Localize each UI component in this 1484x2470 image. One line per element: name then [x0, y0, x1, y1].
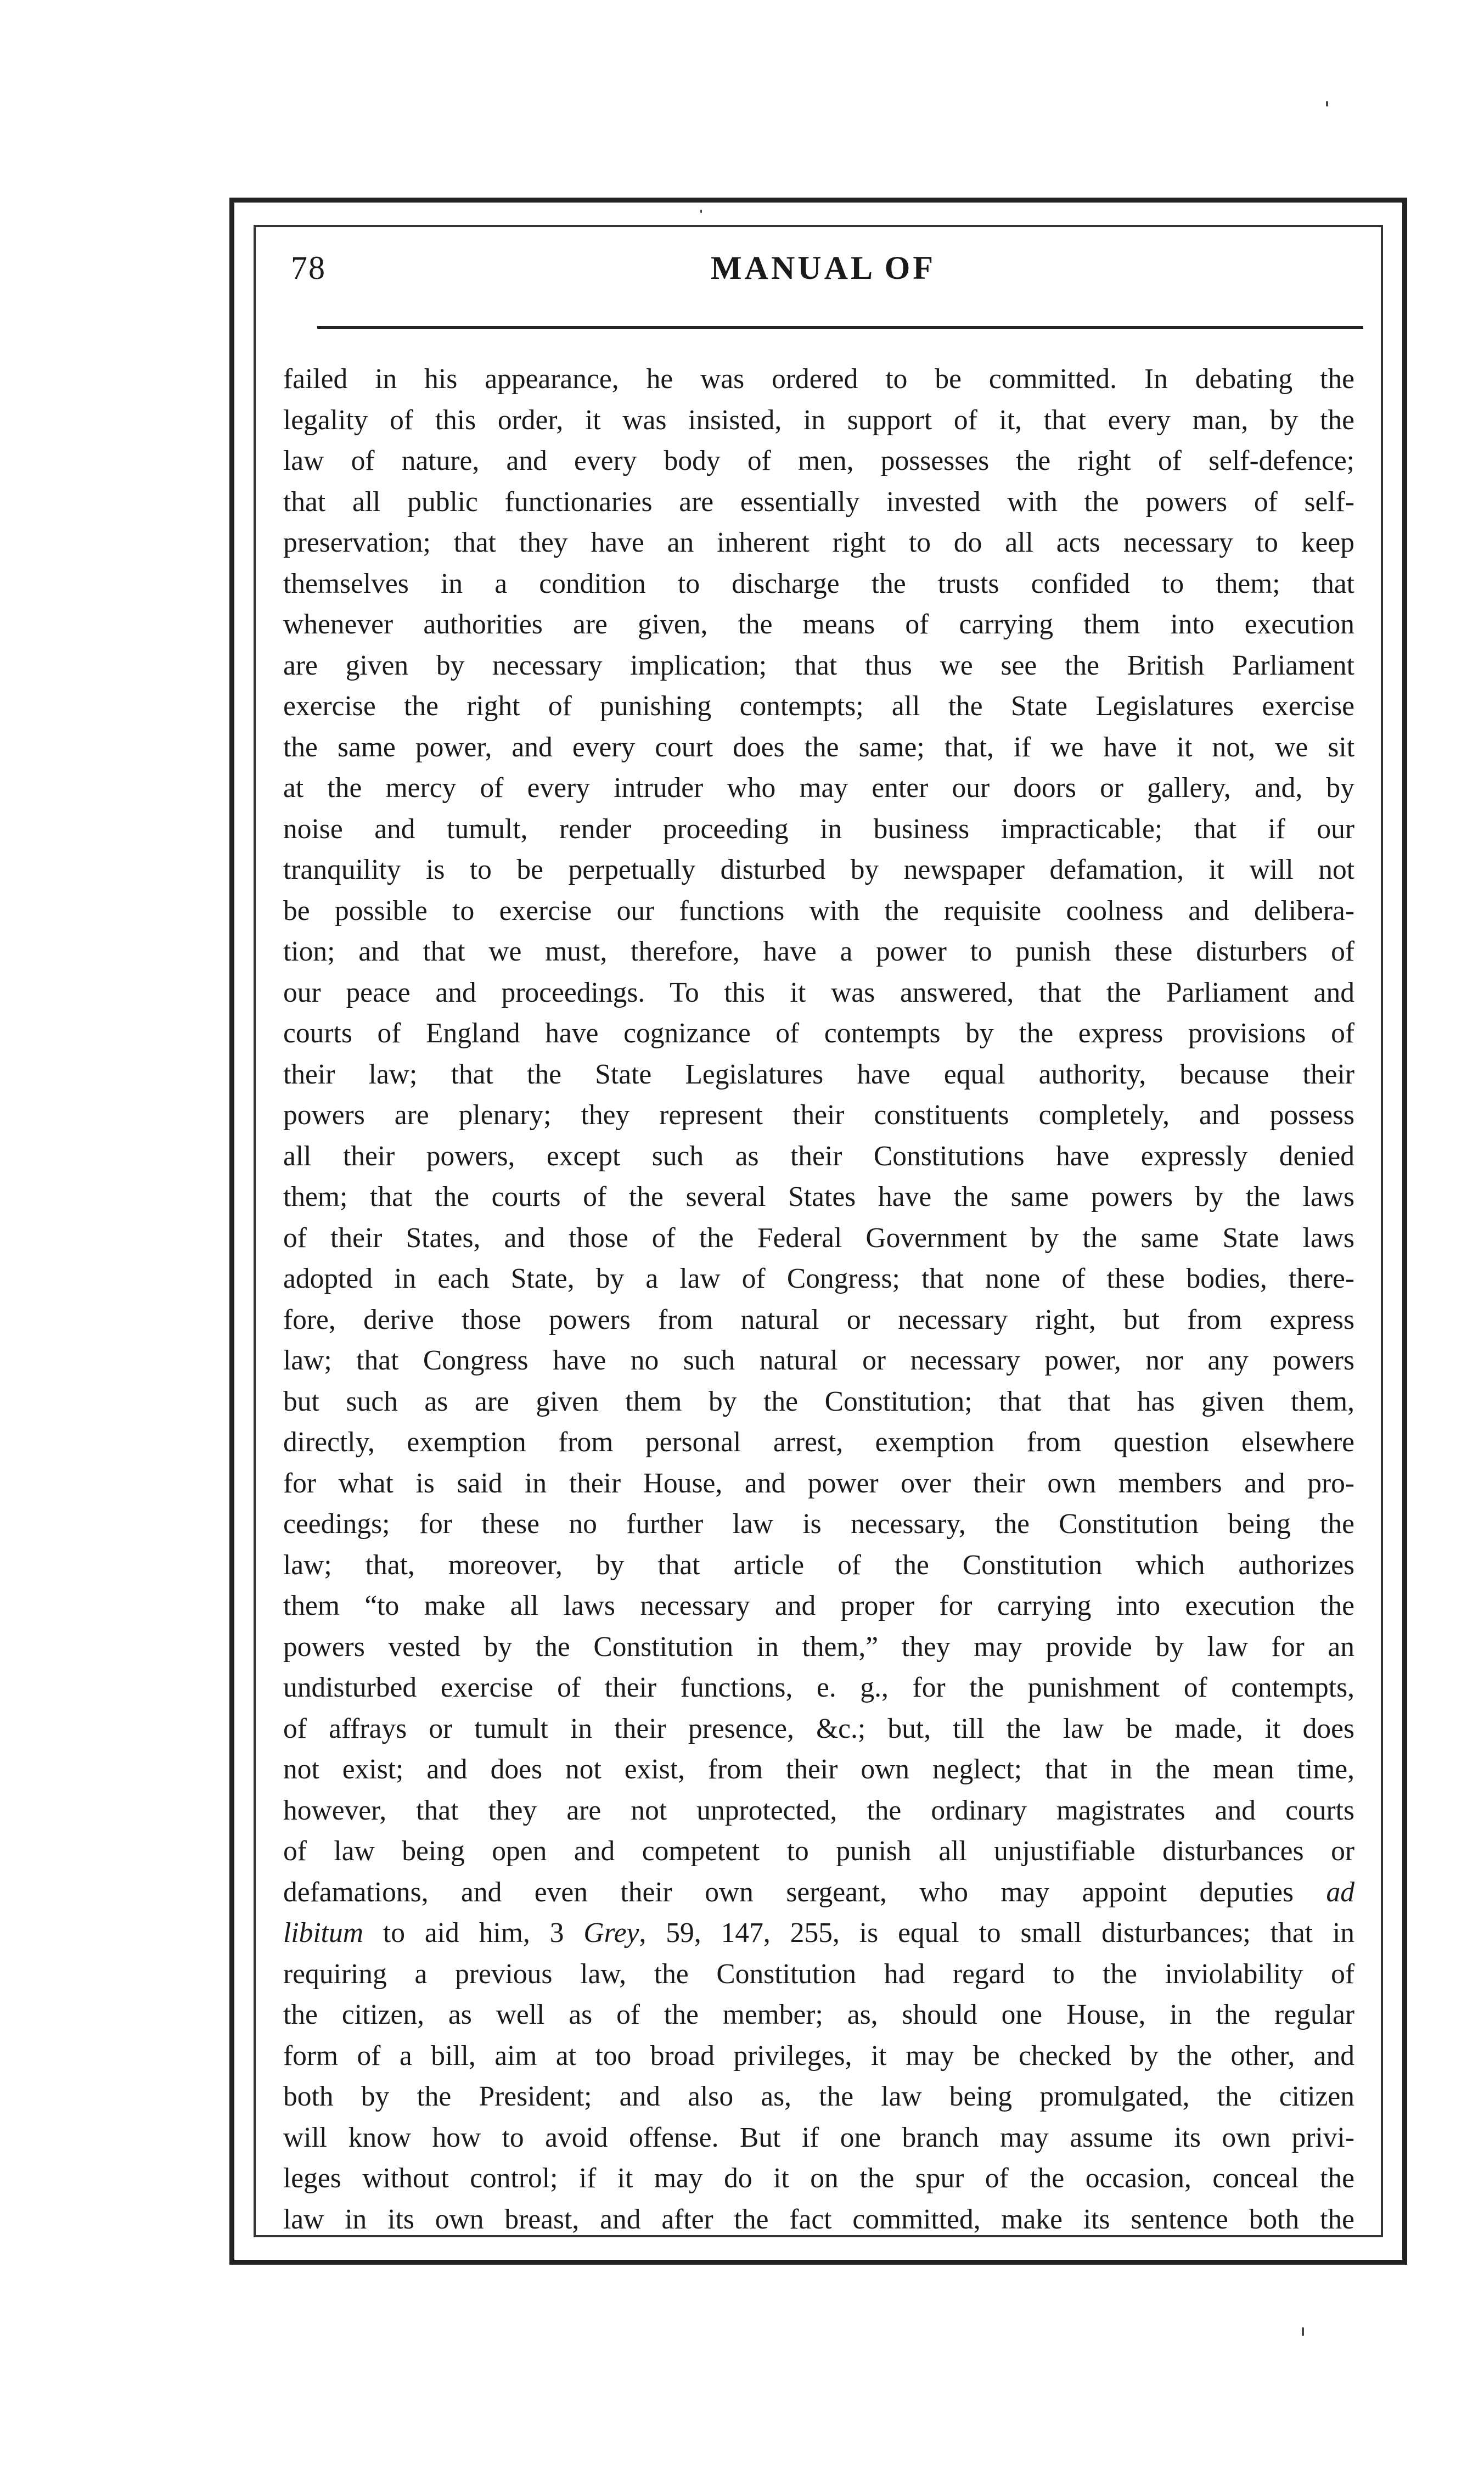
- text-line: our peace and proceedings. To this it was answered, that the Parliament and: [283, 976, 1354, 1008]
- text-line: them “to make all laws necessary and proper for carrying into execution the: [283, 1590, 1354, 1621]
- text-span: defamations, and even their own sergeant, who may appoint deputies: [283, 1876, 1294, 1908]
- text-line: legality of this order, it was insisted, in support of it, that every man, by the: [283, 404, 1354, 436]
- text-line: for what is said in their House, and power over their own members and pro-: [283, 1467, 1354, 1499]
- text-line: form of a bill, aim at too broad privileges, it may be checked by the other, and: [283, 2040, 1354, 2072]
- text-line: [283, 1913, 1354, 1954]
- text-line: preservation; that they have an inherent right to do all acts necessary to keep: [283, 527, 1354, 558]
- text-line: requiring a previous law, the Constitution had regard to the inviolability of: [283, 1958, 1354, 1990]
- text-line: courts of England have cognizance of contempts by the express provisions of: [283, 1018, 1354, 1049]
- text-line: both by the President; and also as, the law being promulgated, the citizen: [283, 2081, 1354, 2112]
- text-line: failed in his appearance, he was ordered to be committed. In debating the: [283, 363, 1354, 395]
- page-number: 78: [291, 250, 326, 286]
- text-line: tion; and that we must, therefore, have a power to punish these disturbers of: [283, 936, 1354, 967]
- text-line: them; that the courts of the several States have the same powers by the laws: [283, 1181, 1354, 1212]
- text-line: their law; that the State Legislatures have equal authority, because their: [283, 1058, 1354, 1090]
- text-line: are given by necessary implication; that thus we see the British Parliament: [283, 649, 1354, 681]
- text-line: be possible to exercise our functions with the requisite coolness and delibera-: [283, 895, 1354, 927]
- scan-speck: [1326, 101, 1328, 106]
- text-line: [283, 1872, 1354, 1913]
- text-line: noise and tumult, render proceeding in business impracticable; that if our: [283, 813, 1354, 845]
- text-line: directly, exemption from personal arrest, exemption from question elsewhere: [283, 1427, 1354, 1458]
- text-line: of their States, and those of the Federal Government by the same State laws: [283, 1222, 1354, 1254]
- text-line: however, that they are not unprotected, the ordinary magistrates and courts: [283, 1794, 1354, 1826]
- text-line: adopted in each State, by a law of Congress; that none of these bodies, there-: [283, 1263, 1354, 1294]
- text-line: tranquility is to be perpetually disturbed by newspaper defamation, it will not: [283, 854, 1354, 885]
- text-line: fore, derive those powers from natural or necessary right, but from express: [283, 1304, 1354, 1335]
- text-line: at the mercy of every intruder who may enter our doors or gallery, and, by: [283, 772, 1354, 804]
- body-text: [283, 359, 1354, 2240]
- text-line: but such as are given them by the Constitution; that that has given them,: [283, 1385, 1354, 1417]
- text-span: , 59, 147, 255, is equal to small disturbances; that in: [639, 1917, 1354, 1949]
- text-line: undisturbed exercise of their functions, e. g., for the punishment of contempts,: [283, 1672, 1354, 1703]
- text-line: exercise the right of punishing contempts; all the State Legislatures exercise: [283, 691, 1354, 722]
- italic-text: ad: [1326, 1876, 1354, 1908]
- text-line: law; that, moreover, by that article of the Constitution which authorizes: [283, 1549, 1354, 1581]
- text-line: the citizen, as well as of the member; as, should one House, in the regular: [283, 1999, 1354, 2030]
- text-line: law in its own breast, and after the fact committed, make its sentence both the: [283, 2203, 1354, 2235]
- text-line: all their powers, except such as their Constitutions have expressly denied: [283, 1140, 1354, 1172]
- text-line: leges without control; if it may do it on the spur of the occasion, conceal the: [283, 2163, 1354, 2194]
- text-line: powers vested by the Constitution in them,” they may provide by law for an: [283, 1631, 1354, 1663]
- text-line: whenever authorities are given, the means of carrying them into execution: [283, 609, 1354, 640]
- text-line: law; that Congress have no such natural or necessary power, nor any powers: [283, 1345, 1354, 1376]
- running-head: MANUAL OF: [711, 250, 936, 286]
- text-line: ceedings; for these no further law is necessary, the Constitution being the: [283, 1508, 1354, 1540]
- italic-text: libitum: [283, 1917, 363, 1949]
- text-line: of affrays or tumult in their presence, &c.; but, till the law be made, it does: [283, 1713, 1354, 1744]
- header-rule: [317, 326, 1363, 329]
- text-line: that all public functionaries are essentially invested with the powers of self-: [283, 486, 1354, 518]
- text-line: law of nature, and every body of men, possesses the right of self-defence;: [283, 445, 1354, 476]
- italic-text: Grey: [583, 1917, 639, 1949]
- text-line: themselves in a condition to discharge the trusts confided to them; that: [283, 568, 1354, 599]
- text-line: the same power, and every court does the same; that, if we have it not, we sit: [283, 731, 1354, 763]
- scan-speck: [700, 210, 702, 213]
- text-line: powers are plenary; they represent their constituents completely, and possess: [283, 1099, 1354, 1131]
- text-line: will know how to avoid offense. But if one branch may assume its own privi-: [283, 2121, 1354, 2153]
- text-line: of law being open and competent to punish all unjustifiable disturbances or: [283, 1835, 1354, 1867]
- scan-speck: [1302, 2327, 1304, 2336]
- text-span: to aid him, 3: [363, 1917, 584, 1949]
- text-line: not exist; and does not exist, from their own neglect; that in the mean time,: [283, 1754, 1354, 1785]
